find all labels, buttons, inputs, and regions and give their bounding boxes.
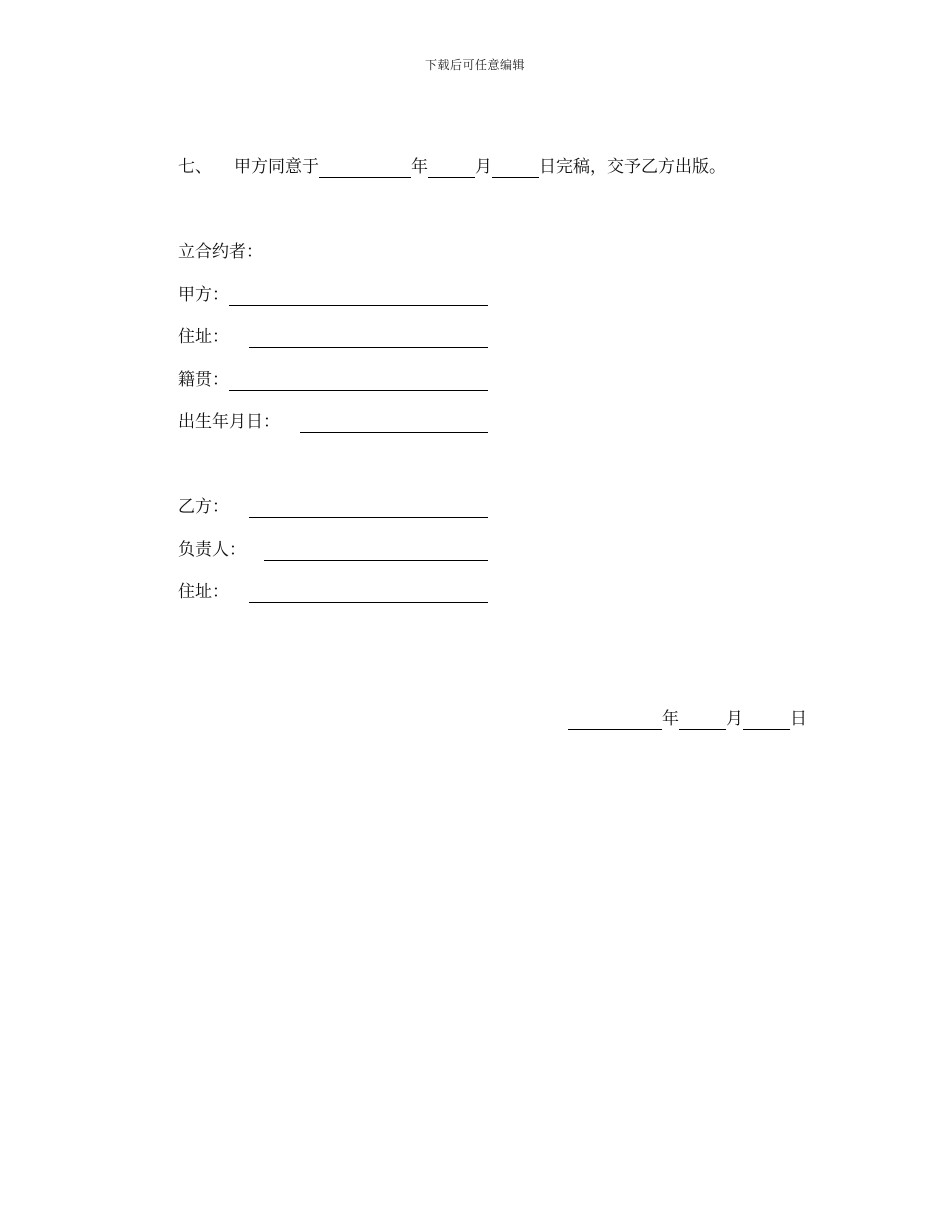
- party-a-blank[interactable]: [229, 287, 488, 306]
- parties-title: 立合约者：: [178, 242, 263, 262]
- birth-date-blank[interactable]: [300, 414, 488, 433]
- signing-year-label: 年: [662, 709, 679, 729]
- clause-seven: [178, 156, 726, 178]
- signing-day-label: 日: [790, 709, 807, 729]
- completion-day-blank[interactable]: [492, 159, 539, 178]
- signing-month-blank[interactable]: [679, 711, 726, 730]
- signing-month-label: 月: [726, 709, 743, 729]
- party-b-address-blank[interactable]: [249, 584, 488, 603]
- party-a-address-label: 住址：: [178, 327, 229, 347]
- completion-month-blank[interactable]: [428, 159, 475, 178]
- party-a-field: [178, 284, 488, 306]
- responsible-person-blank[interactable]: [264, 542, 488, 561]
- party-a-address-field: [178, 326, 488, 348]
- native-place-field: [178, 369, 488, 391]
- native-place-label: 籍贯：: [178, 370, 229, 390]
- completion-year-blank[interactable]: [319, 159, 411, 178]
- party-b-address-field: [178, 581, 488, 603]
- signing-date: [568, 708, 807, 730]
- year-label: 年: [411, 157, 428, 177]
- birth-date-label: 出生年月日：: [178, 412, 280, 432]
- party-b-blank[interactable]: [249, 499, 488, 518]
- party-a-address-blank[interactable]: [249, 329, 488, 348]
- party-b-address-label: 住址：: [178, 582, 229, 602]
- clause-suffix: 日完稿，交予乙方出版。: [539, 157, 726, 177]
- responsible-person-label: 负责人：: [178, 540, 246, 560]
- party-b-field: [178, 496, 488, 518]
- native-place-blank[interactable]: [229, 372, 488, 391]
- clause-prefix: 甲方同意于: [234, 157, 319, 177]
- party-b-label: 乙方：: [178, 497, 229, 517]
- clause-number: 七、: [178, 157, 212, 177]
- responsible-person-field: [178, 539, 488, 561]
- page-header: 下载后可任意编辑: [424, 58, 525, 72]
- signing-year-blank[interactable]: [568, 711, 662, 730]
- birth-date-field: [178, 411, 488, 433]
- month-label: 月: [475, 157, 492, 177]
- signing-day-blank[interactable]: [743, 711, 790, 730]
- party-a-label: 甲方：: [178, 285, 229, 305]
